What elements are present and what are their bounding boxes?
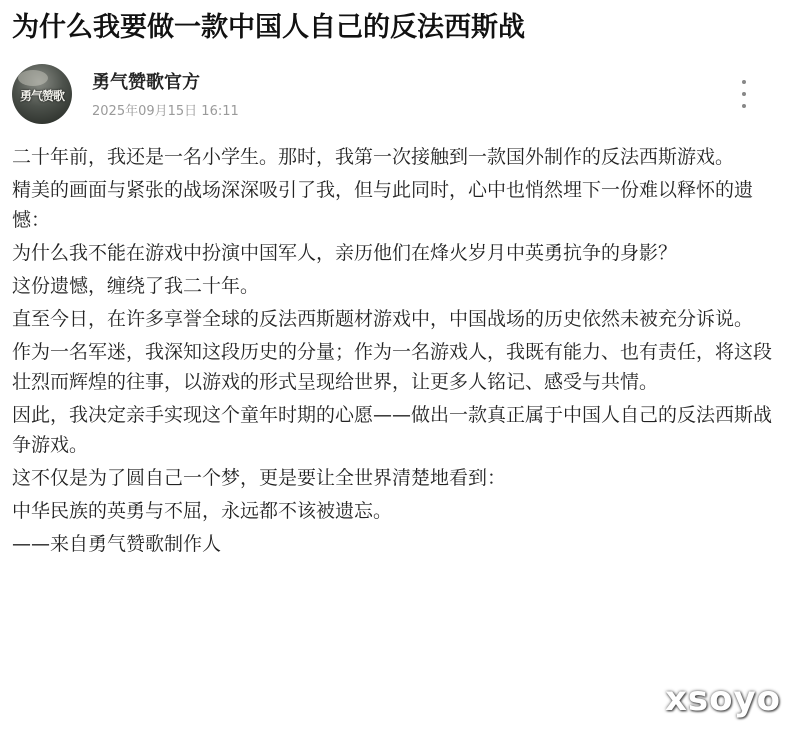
paragraph: 中华民族的英勇与不屈，永远都不该被遗忘。 xyxy=(12,500,393,522)
paragraph: 这不仅是为了圆自己一个梦，更是要让全世界清楚地看到： xyxy=(12,467,507,489)
paragraph: 这份遗憾，缠绕了我二十年。 xyxy=(12,275,260,297)
avatar-smoke-decoration xyxy=(18,70,48,86)
watermark: xsoyo xyxy=(664,679,781,719)
more-vertical-icon xyxy=(742,80,746,84)
avatar[interactable] xyxy=(12,64,72,124)
more-vertical-icon-dot-3 xyxy=(742,104,746,108)
paragraph: 为什么我不能在游戏中扮演中国军人，亲历他们在烽火岁月中英勇抗争的身影？ xyxy=(12,242,678,264)
paragraph: 因此，我决定亲手实现这个童年时期的心愿——做出一款真正属于中国人自己的反法西斯战争游戏。 xyxy=(12,404,773,456)
more-vertical-icon-dot-2 xyxy=(742,92,746,96)
article-body xyxy=(12,142,772,562)
avatar-logo-text: 勇气赞歌 xyxy=(19,89,64,103)
signature-line: ——来自勇气赞歌制作人 xyxy=(12,533,222,555)
paragraph: 直至今日，在许多享誉全球的反法西斯题材游戏中，中国战场的历史依然未被充分诉说。 xyxy=(12,308,754,330)
post-timestamp: 2025年09月15日 16:11 xyxy=(92,104,239,119)
paragraph: 作为一名军迷，我深知这段历史的分量；作为一名游戏人，我既有能力、也有责任，将这段壮烈而辉煌的往事，以游戏的形式呈现给世界，让更多人铭记、感受与共情。 xyxy=(12,341,773,393)
article-title: 为什么我要做一款中国人自己的反法西斯战 xyxy=(12,12,525,43)
author-name[interactable]: 勇气赞歌官方 xyxy=(92,72,200,93)
paragraph: 精美的画面与紧张的战场深深吸引了我，但与此同时，心中也悄然埋下一份难以释怀的遗憾： xyxy=(12,179,754,231)
paragraph: 二十年前，我还是一名小学生。那时，我第一次接触到一款国外制作的反法西斯游戏。 xyxy=(12,146,735,168)
more-options-button[interactable] xyxy=(736,80,752,108)
author-row xyxy=(12,62,784,126)
